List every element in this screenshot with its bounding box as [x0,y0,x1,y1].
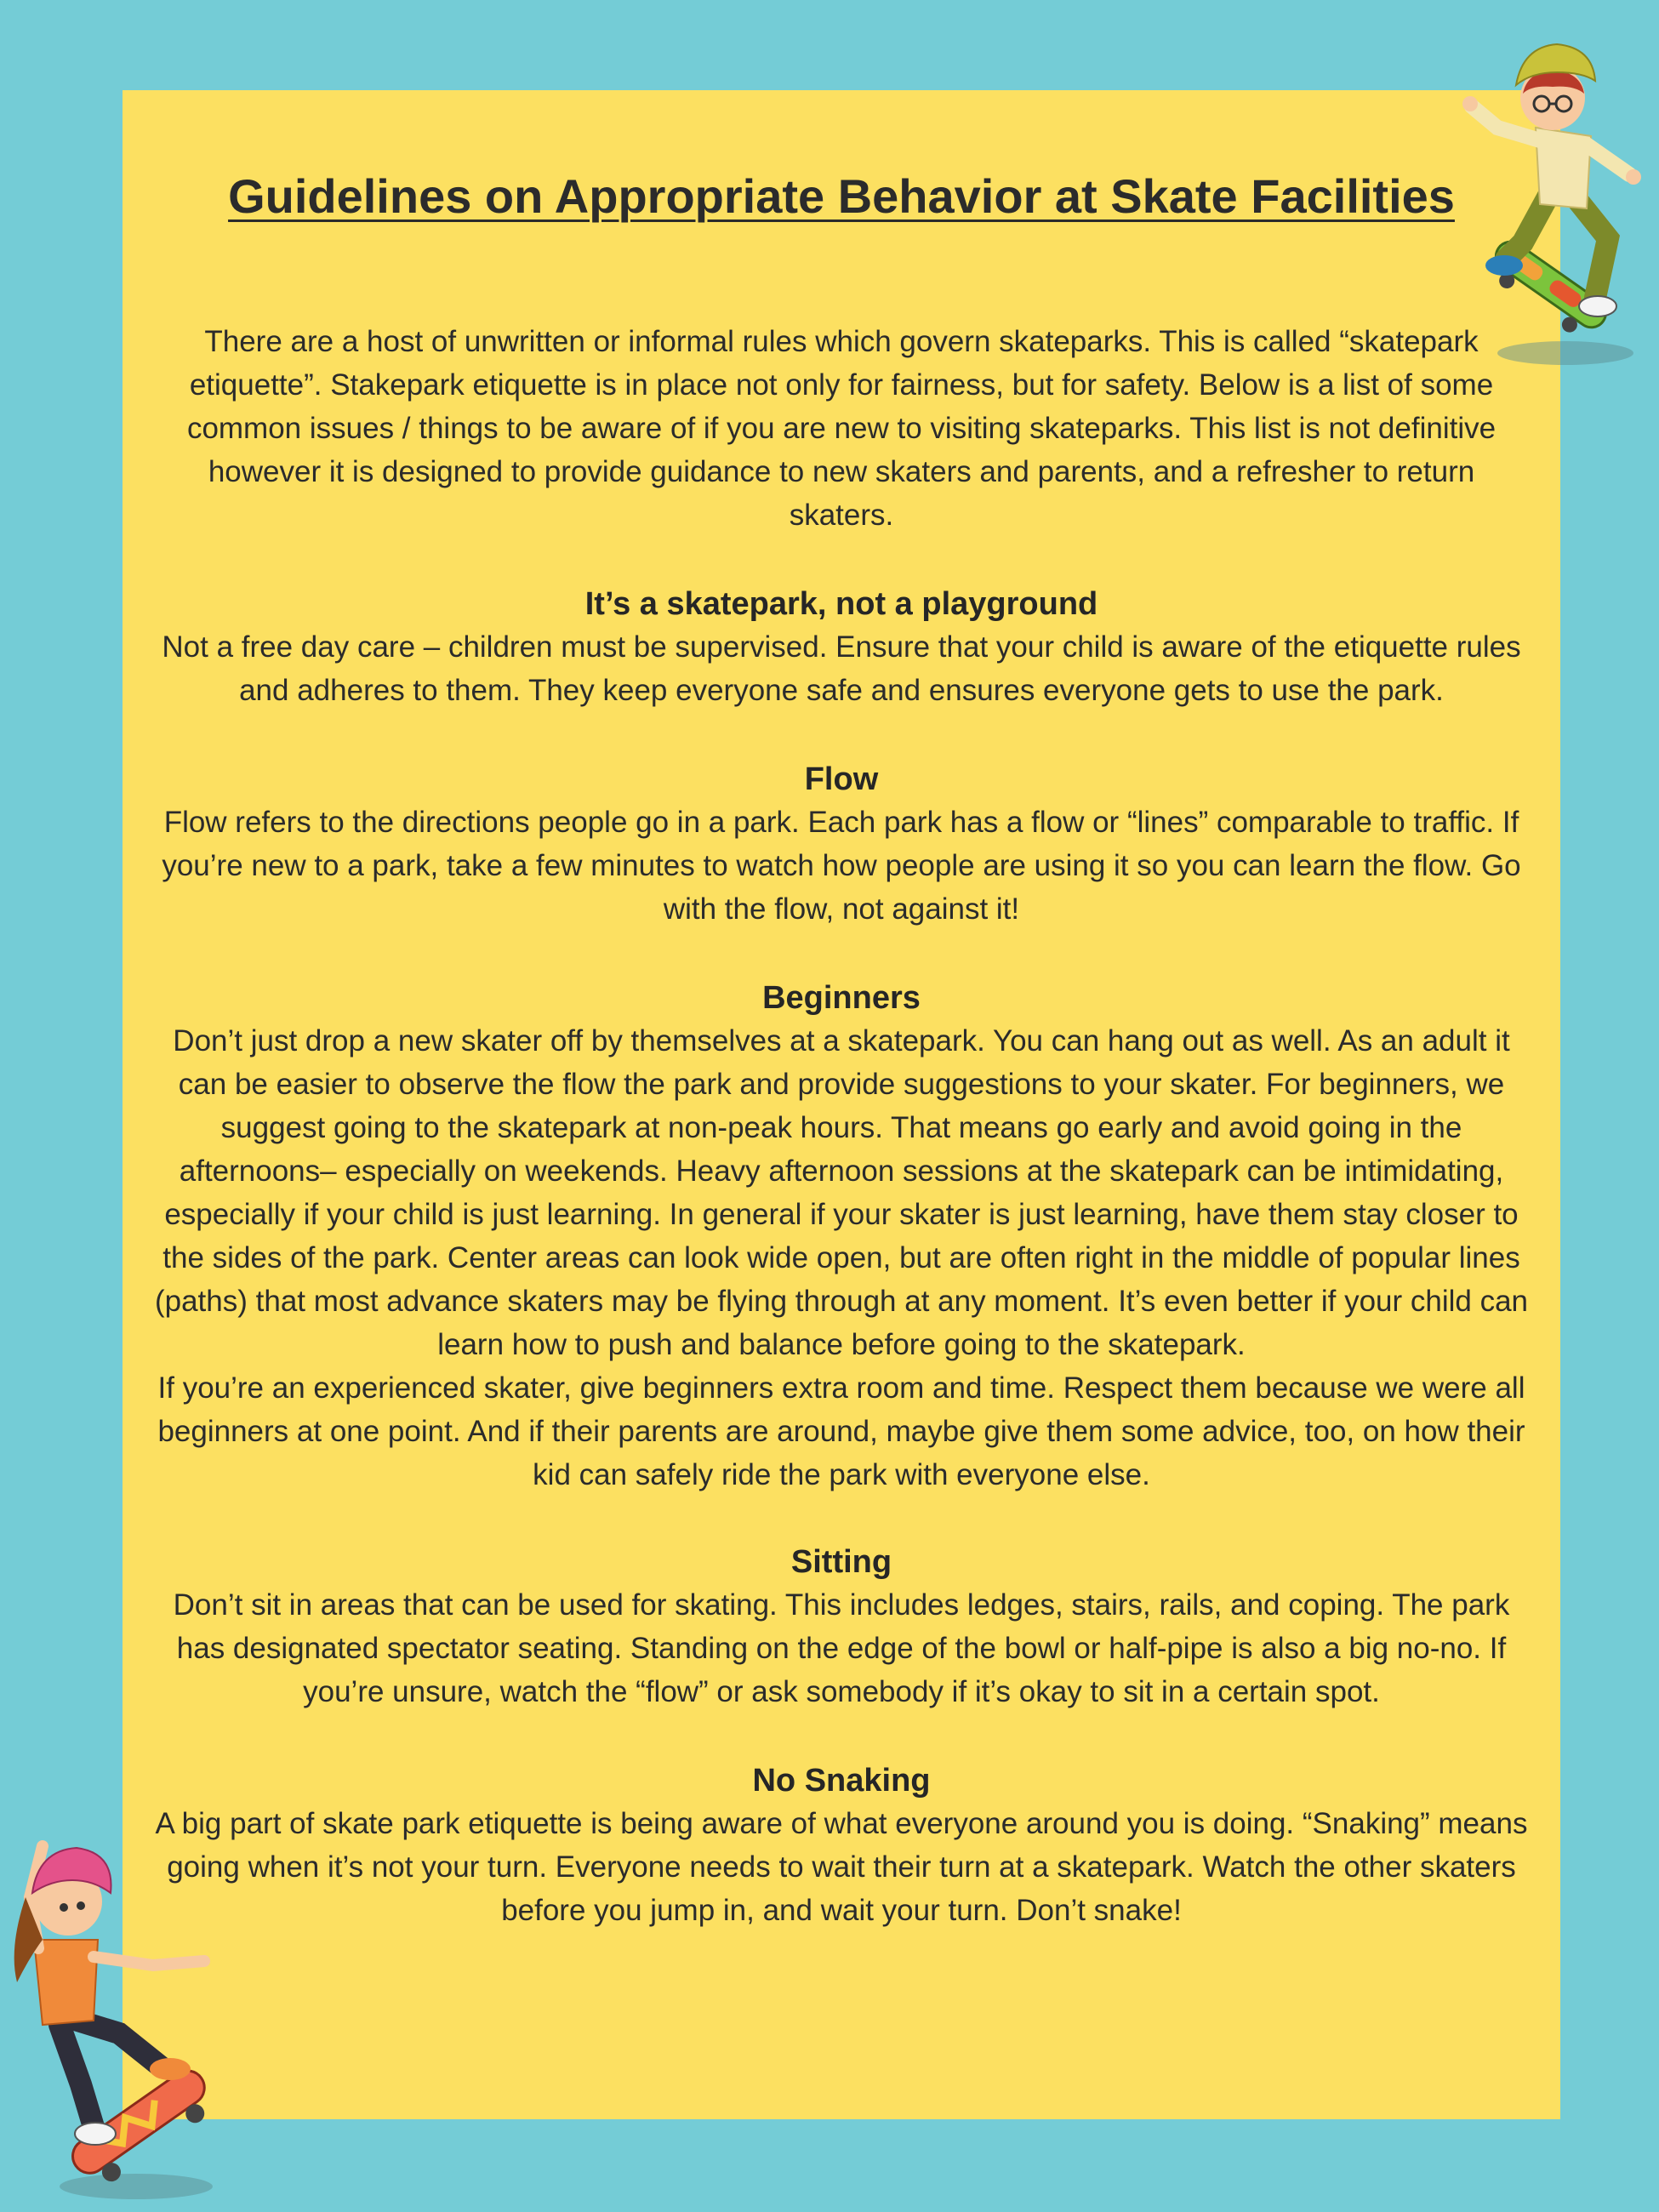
section-paragraph: Don’t sit in areas that can be used for skating. This includes ledges, stairs, rails, and coping. The park has designated spectator seating. Standing on the edge of the bowl or half-pipe is also a big no-no. If you’re unsure, watch the “flow” or ask somebody if it’s okay to sit in a certain spot. [173,1588,1510,1708]
poster [123,90,1560,2119]
skater-girl-illustration [0,1812,247,2212]
intro-paragraph: There are a host of unwritten or informal rules which govern skateparks. This is called “skatepark etiquette”. Stakepark etiquette is in place not only for fairness, but for safety. Below is a list of some common issues / things to be aware of if you are new to visiting skateparks. This list is not definitive however it is designed to provide guidance to new skaters and parents, and a refresher to return skaters. [186,325,1497,532]
section-heading: It’s a skatepark, not a playground [584,586,1098,622]
section-sitting [148,1541,1535,1713]
section-paragraph: A big part of skate park etiquette is being aware of what everyone around you is doing. “Snaking” means going when it’s not your turn. Everyone needs to wait their turn at a skatepark. Watch the other skaters before you jump in, and wait your turn. Don’t snake! [155,1807,1528,1927]
section-beginners [148,977,1535,1497]
section-heading: Flow [804,761,879,797]
section-paragraph: If you’re an experienced skater, give beginners extra room and time. Respect them because we were all beginners at one point. And if their parents are around, maybe give them some advice, too, on how their kid can safely ride the park with everyone else. [157,1371,1525,1491]
content [148,320,1535,1932]
section-heading: No Snaking [752,1763,931,1799]
section-playground [148,583,1535,712]
section-paragraph: Not a free day care – children must be supervised. Ensure that your child is aware of the etiquette rules and adheres to them. They keep everyone safe and ensures everyone gets to use the park. [162,630,1521,707]
section-heading: Beginners [762,980,921,1016]
page-title: Guidelines on Appropriate Behavior at Skate Facilities [228,169,1455,223]
skater-boy-illustration [1446,26,1650,366]
section-paragraph: Don’t just drop a new skater off by themselves at a skatepark. You can hang out as well. As an adult it can be easier to observe the flow the park and provide suggestions to your skater. For beginners, we suggest going to the skatepark at non-peak hours. That means go early and avoid going in the afternoons– especially on weekends. Heavy afternoon sessions at the skatepark can be intimidating, especially if your child is just learning. In general if your skater is just learning, have them stay closer to the sides of the park. Center areas can look wide open, but are often right in the middle of popular lines (paths) that most advance skaters may be flying through at any moment. It’s even better if your child can learn how to push and balance before going to the skatepark. [154,1024,1529,1361]
section-flow [148,758,1535,931]
section-no-snaking [148,1759,1535,1932]
section-paragraph: Flow refers to the directions people go in a park. Each park has a flow or “lines” comparable to traffic. If you’re new to a park, take a few minutes to watch how people are using it so you can learn the flow. Go with the flow, not against it! [162,806,1521,926]
section-heading: Sitting [790,1544,892,1580]
